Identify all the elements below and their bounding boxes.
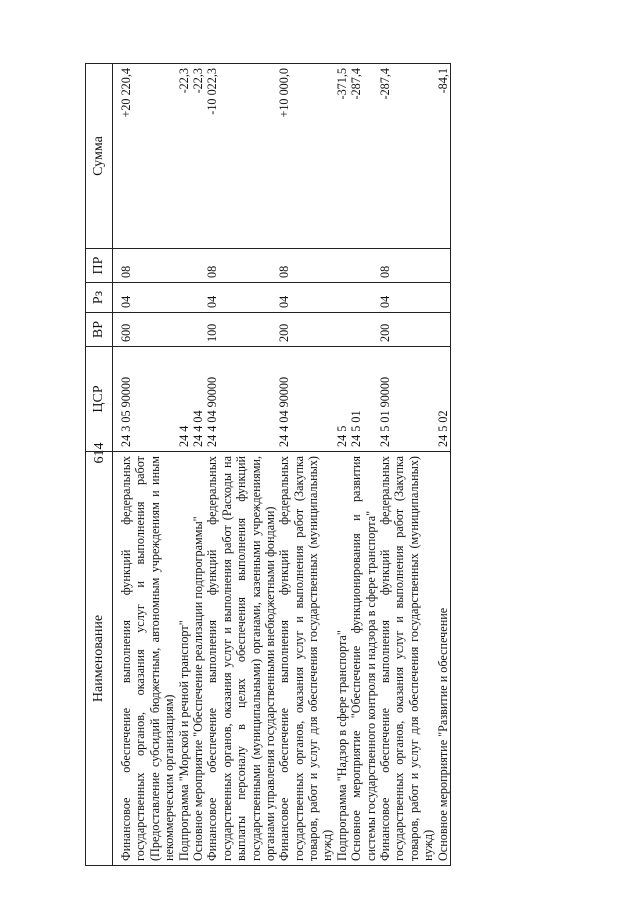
table-row (378, 64, 436, 866)
cell-sum: -22,3 (191, 64, 205, 249)
cell-vr (349, 313, 378, 347)
budget-table (85, 63, 451, 866)
table-row (335, 64, 349, 866)
cell-pr: 08 (119, 249, 177, 283)
cell-name: Финансовое обеспечение выполнения функций федеральных государственных органов, оказания услуг и выполнения работ (Предоставление субсидий бюджетным, автономным учреждениям и иным некоммерческим организациям) (119, 452, 177, 866)
cell-vr (436, 313, 451, 347)
cell-vr (191, 313, 205, 347)
cell-sum: -287,4 (378, 64, 436, 249)
header-csr: ЦСР (86, 347, 113, 452)
header-vr: ВР (86, 313, 113, 347)
cell-name: Финансовое обеспечение выполнения функций федеральных государственных органов, оказания услуг и выполнения работ (Расходы на выплаты персоналу в целях обеспечения выполнения функций государственными (муниципальными) органами, казенными учреждениями, органами управления государственными внебюджетными фондами) (205, 452, 277, 866)
header-sum: Сумма (86, 64, 113, 249)
cell-sum: +20 220,4 (119, 64, 177, 249)
rotated-page (85, 64, 605, 866)
cell-pr (349, 249, 378, 283)
cell-rz: 04 (119, 283, 177, 313)
cell-vr: 200 (378, 313, 436, 347)
cell-name: Основное мероприятие "Развитие и обеспечение (436, 452, 451, 866)
cell-rz (335, 283, 349, 313)
cell-sum: -84,1 (436, 64, 451, 249)
cell-name: Подпрограмма "Морской и речной транспорт" (177, 452, 191, 866)
cell-rz (349, 283, 378, 313)
cell-rz: 04 (378, 283, 436, 313)
cell-sum: -287,4 (349, 64, 378, 249)
cell-pr (191, 249, 205, 283)
cell-csr: 24 5 02 (436, 347, 451, 452)
table-row (349, 64, 378, 866)
cell-sum: +10 000,0 (277, 64, 335, 249)
cell-vr: 200 (277, 313, 335, 347)
cell-csr: 24 4 04 (191, 347, 205, 452)
page-number: 614 (92, 442, 107, 464)
cell-rz: 04 (277, 283, 335, 313)
cell-csr: 24 4 04 90000 (205, 347, 277, 452)
cell-csr: 24 5 (335, 347, 349, 452)
cell-pr: 08 (205, 249, 277, 283)
cell-name: Основное мероприятие "Обеспечение функционирования и развития системы государственного контроля и надзора в сфере транспорта" (349, 452, 378, 866)
table-row (177, 64, 191, 866)
cell-name: Финансовое обеспечение выполнения функций федеральных государственных органов, оказания услуг и выполнения работ (Закупка товаров, работ и услуг для обеспечения государственных (муниципальных) нужд) (277, 452, 335, 866)
header-rz: Рз (86, 283, 113, 313)
cell-rz (191, 283, 205, 313)
table-header-row (86, 64, 113, 866)
cell-pr (177, 249, 191, 283)
table-row (436, 64, 451, 866)
cell-vr (177, 313, 191, 347)
cell-rz: 04 (205, 283, 277, 313)
cell-sum: -22,3 (177, 64, 191, 249)
cell-csr: 24 5 01 90000 (378, 347, 436, 452)
table-row (119, 64, 177, 866)
header-pr: ПР (86, 249, 113, 283)
cell-pr (436, 249, 451, 283)
cell-vr: 100 (205, 313, 277, 347)
cell-name: Финансовое обеспечение выполнения функций федеральных государственных органов, оказания услуг и выполнения работ (Закупка товаров, работ и услуг для обеспечения государственных (муниципальных) нужд) (378, 452, 436, 866)
cell-name: Основное мероприятие "Обеспечение реализации подпрограммы" (191, 452, 205, 866)
table-row (277, 64, 335, 866)
cell-csr: 24 4 (177, 347, 191, 452)
cell-sum: -10 022,3 (205, 64, 277, 249)
cell-rz (177, 283, 191, 313)
cell-csr: 24 5 01 (349, 347, 378, 452)
table-row (205, 64, 277, 866)
cell-rz (436, 283, 451, 313)
cell-sum: -371,5 (335, 64, 349, 249)
cell-pr: 08 (378, 249, 436, 283)
cell-vr: 600 (119, 313, 177, 347)
cell-vr (335, 313, 349, 347)
cell-csr: 24 3 05 90000 (119, 347, 177, 452)
cell-pr: 08 (277, 249, 335, 283)
cell-pr (335, 249, 349, 283)
table-row (191, 64, 205, 866)
cell-name: Подпрограмма "Надзор в сфере транспорта" (335, 452, 349, 866)
header-name: Наименование (86, 452, 113, 866)
cell-csr: 24 4 04 90000 (277, 347, 335, 452)
